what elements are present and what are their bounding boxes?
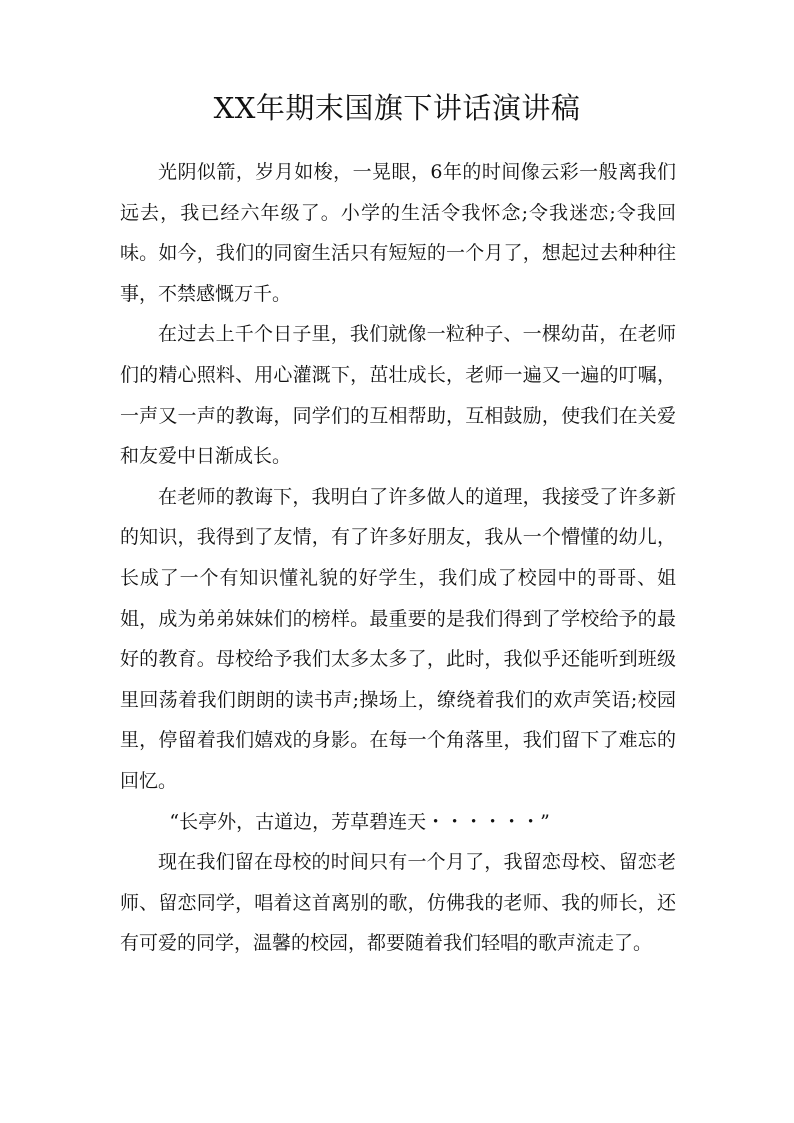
document-body: [120, 152, 676, 964]
quote-line: “长亭外，古道边，芳草碧连天・・・・・・”: [169, 810, 550, 833]
document-title: XX年期末国旗下讲话演讲稿: [213, 91, 581, 125]
paragraph-1: 光阴似箭，岁月如梭，一晃眼，6年的时间像云彩一般离我们远去，我已经六年级了。小学的生活令我怀念;令我迷恋;令我回味。如今，我们的同窗生活只有短短的一个月了，想起过去种种往事，不禁感慨万千。: [120, 161, 676, 305]
paragraph-2: 在过去上千个日子里，我们就像一粒种子、一棵幼苗，在老师们的精心照料、用心灌溉下，茁壮成长，老师一遍又一遍的叮嘱，一声又一声的教诲，同学们的互相帮助，互相鼓励，使我们在关爱和友爱中日渐成长。: [120, 323, 676, 468]
paragraph-3: 在老师的教诲下，我明白了许多做人的道理，我接受了许多新的知识，我得到了友情，有了许多好朋友，我从一个懵懂的幼儿，长成了一个有知识懂礼貌的好学生，我们成了校园中的哥哥、姐姐，成为弟弟妹妹们的榜样。最重要的是我们得到了学校给予的最好的教育。母校给予我们太多太多了，此时，我似乎还能听到班级里回荡着我们朗朗的读书声;操场上，缭绕着我们的欢声笑语;校园里，停留着我们嬉戏的身影。在每一个角落里，我们留下了难忘的回忆。: [120, 485, 676, 792]
paragraph-4: 现在我们留在母校的时间只有一个月了，我留恋母校、留恋老师、留恋同学，唱着这首离别的歌，仿佛我的老师、我的师长，还有可爱的同学，温馨的校园，都要随着我们轻唱的歌声流走了。: [120, 851, 676, 955]
